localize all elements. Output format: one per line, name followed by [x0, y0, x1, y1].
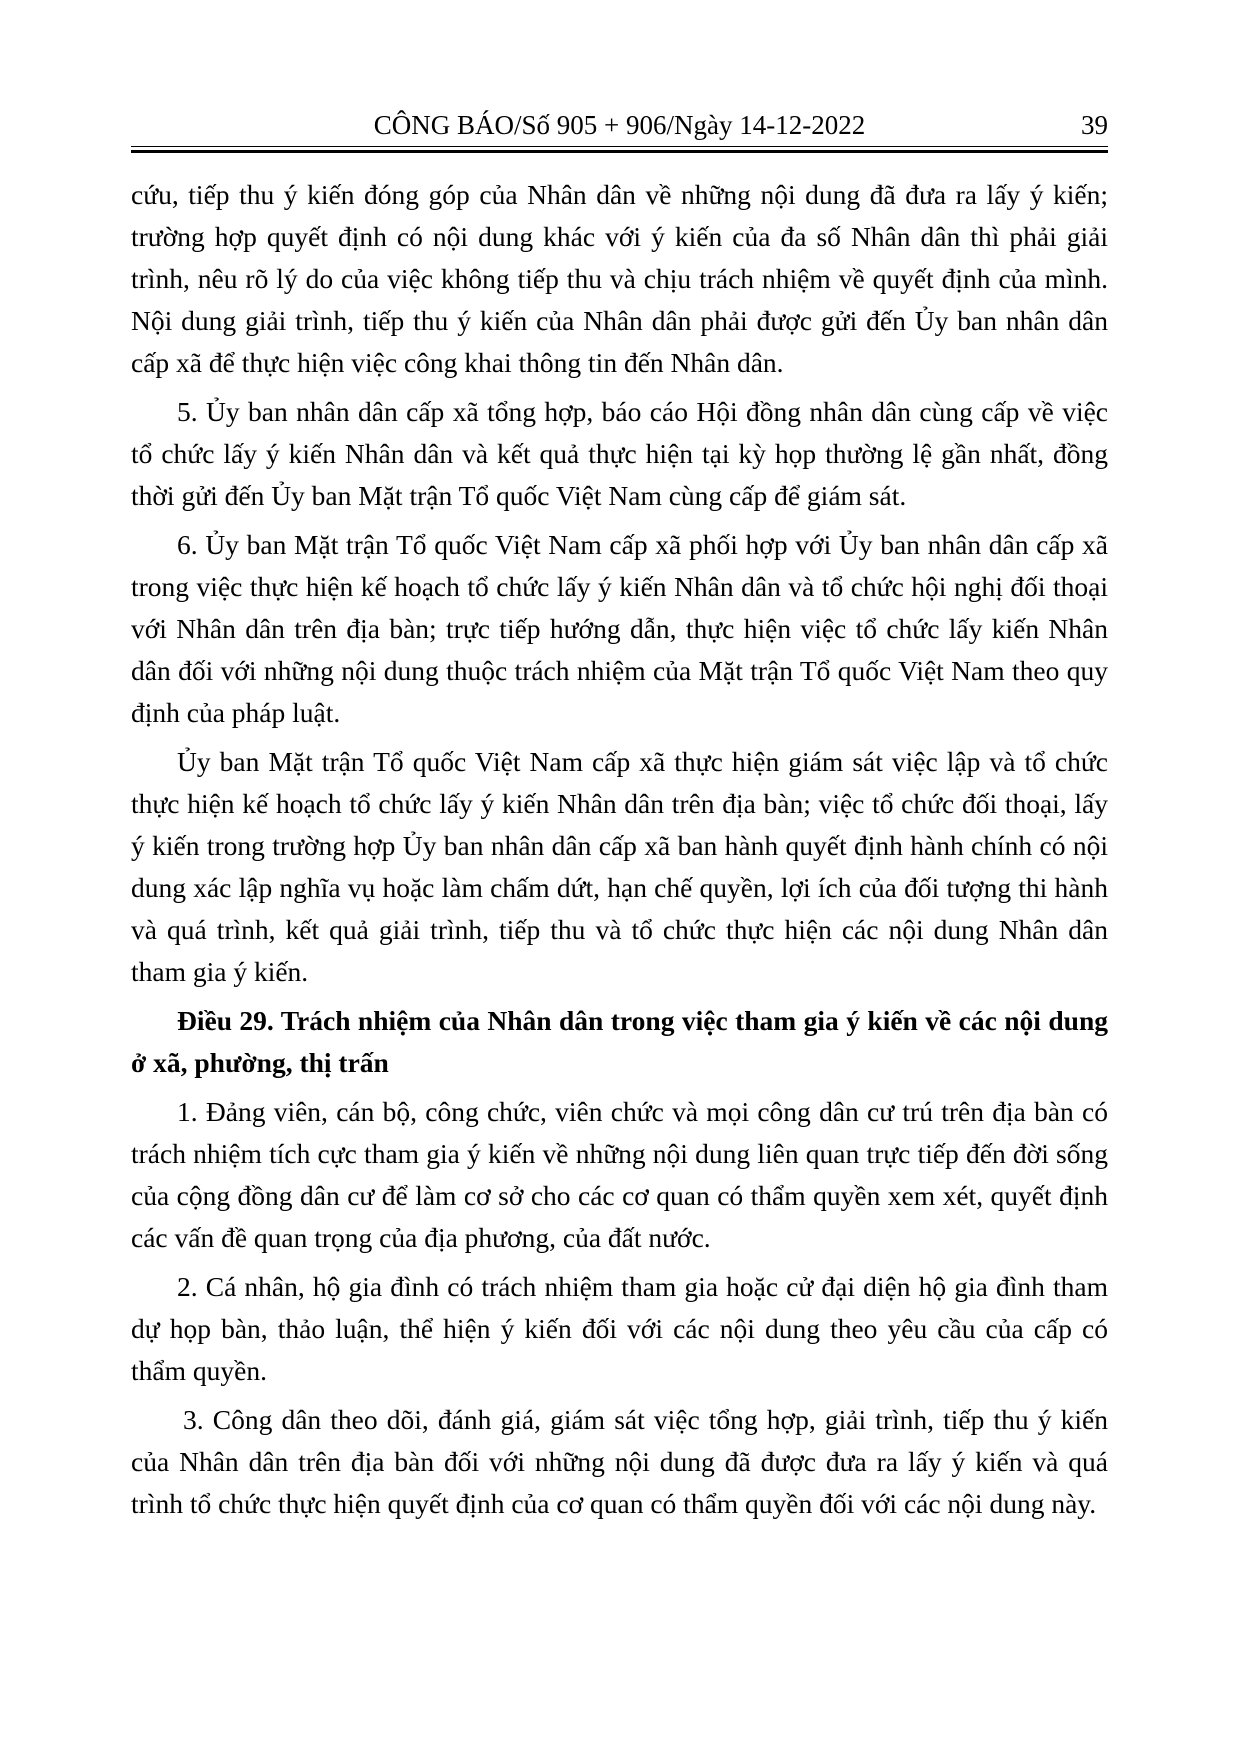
- article-29-heading: Điều 29. Trách nhiệm của Nhân dân trong việc tham gia ý kiến về các nội dung ở xã, phường, thị trấn: [131, 1005, 1108, 1078]
- header-rule-thick: [131, 150, 1108, 153]
- paragraph-clause-6-supervision: Ủy ban Mặt trận Tổ quốc Việt Nam cấp xã thực hiện giám sát việc lập và tổ chức thực hiện kế hoạch tổ chức lấy ý kiến Nhân dân trên địa bàn; việc tổ chức đối thoại, lấy ý kiến trong trường hợp Ủy ban nhân dân cấp xã ban hành quyết định hành chính có nội dung xác lập nghĩa vụ hoặc làm chấm dứt, hạn chế quyền, lợi ích của đối tượng thi hành và quá trình, kết quả giải trình, tiếp thu và tổ chức thực hiện các nội dung Nhân dân tham gia ý kiến.: [131, 746, 1108, 987]
- paragraph-clause-5: 5. Ủy ban nhân dân cấp xã tổng hợp, báo cáo Hội đồng nhân dân cùng cấp về việc tổ chức lấy ý kiến Nhân dân và kết quả thực hiện tại kỳ họp thường lệ gần nhất, đồng thời gửi đến Ủy ban Mặt trận Tổ quốc Việt Nam cùng cấp để giám sát.: [131, 396, 1108, 511]
- page-number: 39: [1081, 110, 1108, 140]
- header-rule-thin: [131, 146, 1108, 147]
- page-header: [131, 108, 1108, 148]
- paragraph-article-29-clause-3: 3. Công dân theo dõi, đánh giá, giám sát việc tổng hợp, giải trình, tiếp thu ý kiến của Nhân dân trên địa bàn đối với những nội dung đã được đưa ra lấy ý kiến và quá trình tổ chức thực hiện quyết định của cơ quan có thẩm quyền đối với các nội dung này.: [131, 1404, 1108, 1519]
- paragraph-article-29-clause-1: 1. Đảng viên, cán bộ, công chức, viên chức và mọi công dân cư trú trên địa bàn có trách nhiệm tích cực tham gia ý kiến về những nội dung liên quan trực tiếp đến đời sống của cộng đồng dân cư để làm cơ sở cho các cơ quan có thẩm quyền xem xét, quyết định các vấn đề quan trọng của địa phương, của đất nước.: [131, 1096, 1108, 1253]
- paragraph-continuation: cứu, tiếp thu ý kiến đóng góp của Nhân dân về những nội dung đã đưa ra lấy ý kiến; trường hợp quyết định có nội dung khác với ý kiến của đa số Nhân dân thì phải giải trình, nêu rõ lý do của việc không tiếp thu và chịu trách nhiệm về quyết định của mình. Nội dung giải trình, tiếp thu ý kiến của Nhân dân phải được gửi đến Ủy ban nhân dân cấp xã để thực hiện việc công khai thông tin đến Nhân dân.: [131, 179, 1108, 378]
- gazette-title: CÔNG BÁO/Số 905 + 906/Ngày 14-12-2022: [373, 110, 866, 140]
- paragraph-clause-6: 6. Ủy ban Mặt trận Tổ quốc Việt Nam cấp xã phối hợp với Ủy ban nhân dân cấp xã trong việc thực hiện kế hoạch tổ chức lấy ý kiến Nhân dân và tổ chức hội nghị đối thoại với Nhân dân trên địa bàn; trực tiếp hướng dẫn, thực hiện việc tổ chức lấy kiến Nhân dân đối với những nội dung thuộc trách nhiệm của Mặt trận Tổ quốc Việt Nam theo quy định của pháp luật.: [131, 529, 1108, 728]
- paragraph-article-29-clause-2: 2. Cá nhân, hộ gia đình có trách nhiệm tham gia hoặc cử đại diện hộ gia đình tham dự họp bàn, thảo luận, thể hiện ý kiến đối với các nội dung theo yêu cầu của cấp có thẩm quyền.: [131, 1271, 1108, 1386]
- document-body: [131, 174, 1108, 1532]
